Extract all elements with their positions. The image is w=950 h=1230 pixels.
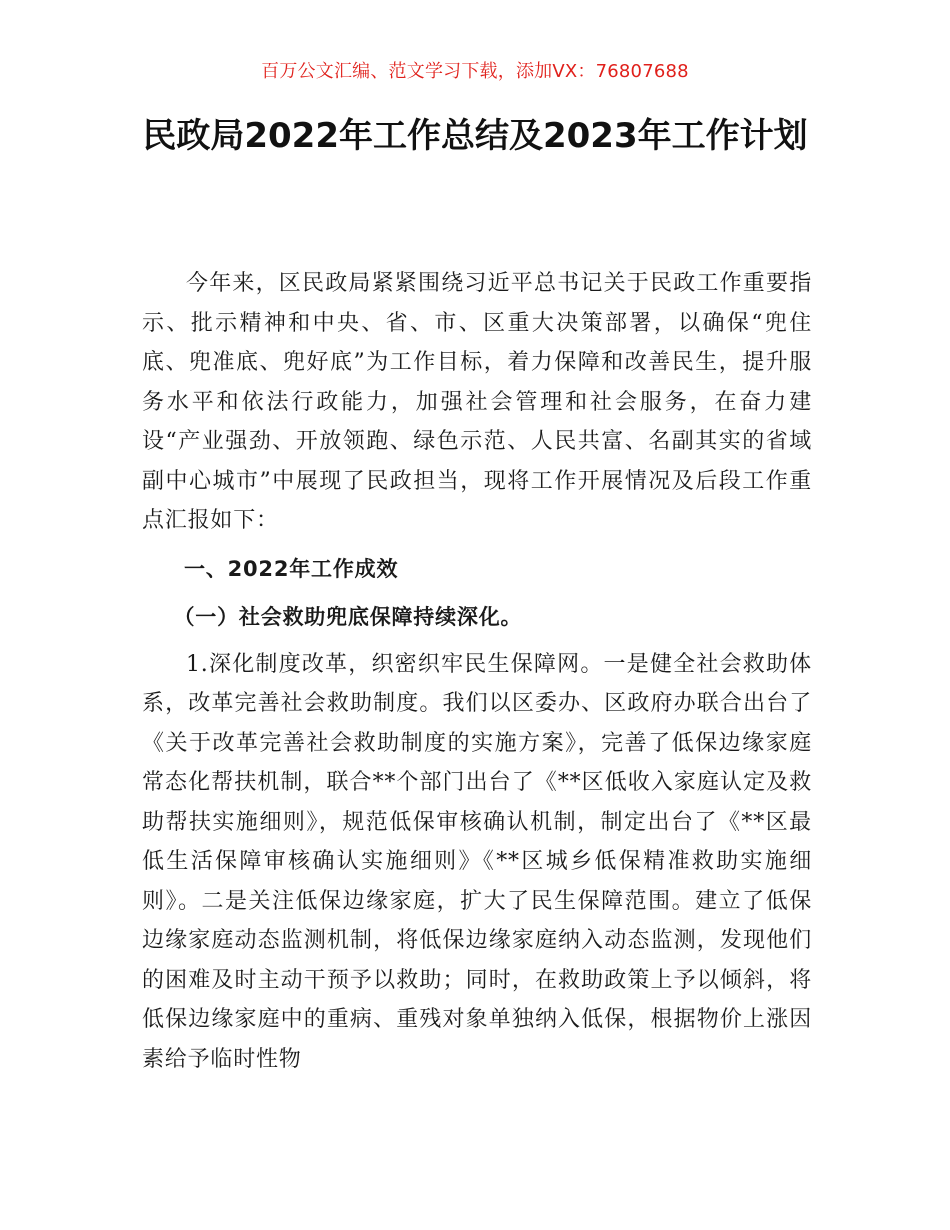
section-heading: 一、2022年工作成效 — [184, 556, 399, 581]
subsection-heading: （一）社会救助兜底保障持续深化。 — [173, 604, 523, 629]
document-body — [142, 264, 812, 1079]
page-title: 民政局2022年工作总结及2023年工作计划 — [142, 116, 808, 156]
watermark-banner: 百万公文汇编、范文学习下载，添加VX：76807688 — [261, 61, 689, 82]
body-paragraph: 1.深化制度改革，织密织牢民生保障网。一是健全社会救助体系，改革完善社会救助制度。我们以区委办、区政府办联合出台了《关于改革完善社会救助制度的实施方案》，完善了低保边缘家庭常态化帮扶机制，联合**个部门出台了《**区低收入家庭认定及救助帮扶实施细则》，规范低保审核确认机制，制定出台了《**区最低生活保障审核确认实施细则》《**区城乡低保精准救助实施细则》。二是关注低保边缘家庭，扩大了民生保障范围。建立了低保边缘家庭动态监测机制，将低保边缘家庭纳入动态监测，发现他们的困难及时主动干预予以救助；同时，在救助政策上予以倾斜，将低保边缘家庭中的重病、重残对象单独纳入低保，根据物价上涨因素给予临时性物 — [142, 651, 812, 1072]
intro-paragraph: 今年来，区民政局紧紧围绕习近平总书记关于民政工作重要指示、批示精神和中央、省、市、区重大决策部署，以确保“兜住底、兜准底、兜好底”为工作目标，着力保障和改善民生，提升服务水平和依法行政能力，加强社会管理和社会服务，在奋力建设“产业强劲、开放领跑、绿色示范、人民共富、名副其实的省域副中心城市”中展现了民政担当，现将工作开展情况及后段工作重点汇报如下： — [142, 271, 812, 533]
